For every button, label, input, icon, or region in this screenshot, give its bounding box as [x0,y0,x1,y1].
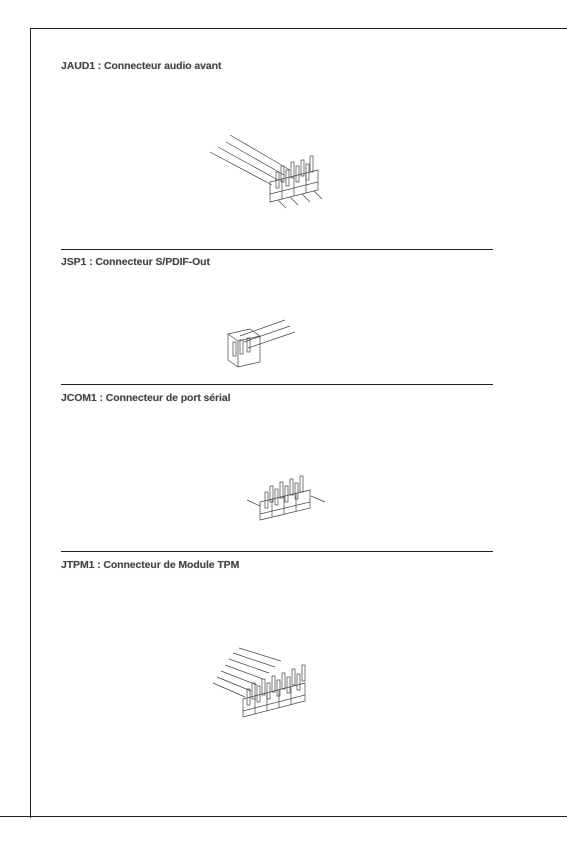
jcom1-side-lines [247,496,325,506]
section-heading-jsp1: JSP1 : Connecteur S/PDIF-Out [61,256,210,268]
jaud1-pins [276,156,313,188]
page-frame-bottom [0,816,567,817]
jcom1-connector-diagram [245,470,335,525]
section-divider [61,249,493,250]
jaud1-lower-lines [278,191,322,208]
section-heading-jtpm1: JTPM1 : Connecteur de Module TPM [61,559,240,571]
section-heading-jaud1: JAUD1 : Connecteur audio avant [61,60,222,72]
page-frame-top [30,28,567,29]
jtpm1-connector-diagram [205,645,325,720]
section-heading-jcom1: JCOM1 : Connecteur de port sérial [61,392,231,404]
jaud1-connector-diagram [200,130,340,210]
section-divider [61,551,493,552]
page-frame-left [30,28,31,818]
jsp1-leader-lines [240,320,295,348]
jsp1-connector-diagram [220,316,310,371]
section-divider [61,384,493,385]
jaud1-leader-lines [210,135,290,185]
